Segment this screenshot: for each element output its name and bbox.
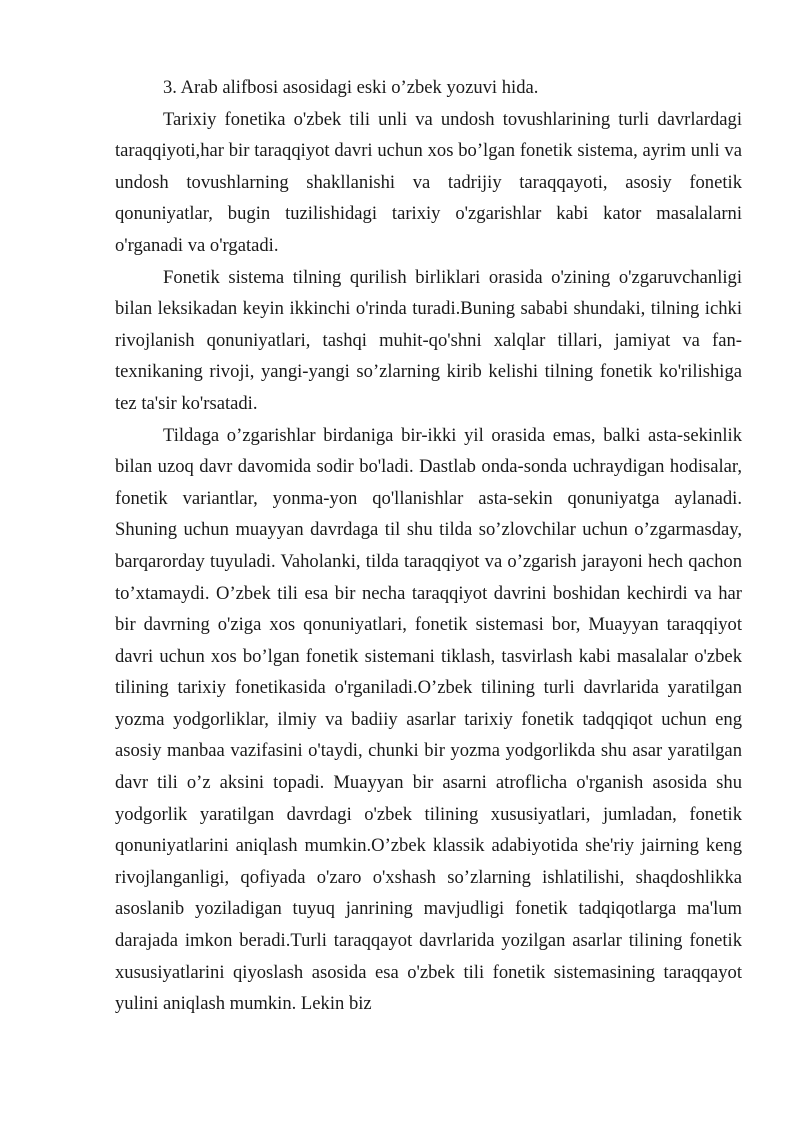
- paragraph-heading: 3. Arab alifbosi asosidagi eski o’zbek yozuvi hida.: [163, 77, 539, 98]
- paragraph: Fonetik sistema tilning qurilish birliklari orasida o'zining o'zgaruvchanligi bilan leksikadan keyin ikkinchi o'rinda turadi.Buning sababi shundaki, tilning ichki rivojlanish qonuniyatlari, tashqi muhit-qo'shni xalqlar tillari, jamiyat va fan-texnikaning rivoji, yangi-yangi so’zlarning kirib kelishi tilning fonetik ko'rilishiga tez ta'sir ko'rsatadi.: [115, 266, 742, 414]
- document-body: [115, 72, 742, 1020]
- paragraph: Tildaga o’zgarishlar birdaniga bir-ikki yil orasida emas, balki asta-sekinlik bilan uzoq davr davomida sodir bo'ladi. Dastlab onda-sonda uchraydigan hodisalar, fonetik variantlar, yonma-yon qo'llanishlar asta-sekin qonuniyatga aylanadi. Shuning uchun muayyan davrdaga til shu tilda so’zlovchilar uchun o’zgarmasday, barqarorday tuyuladi. Vaholanki, tilda taraqqiyot va o’zgarish jarayoni hech qachon to’xtamaydi. O’zbek tili esa bir necha taraqqiyot davrini boshidan kechirdi va har bir davrning o'ziga xos qonuniyatlari, fonetik sistemasi bor, Muayyan taraqqiyot davri uchun xos bo’lgan fonetik sistemani tiklash, tasvirlash kabi masalalar o'zbek tilining tarixiy fonetikasida o'rganiladi.O’zbek tilining turli davrlarida yaratilgan yozma yodgorliklar, ilmiy va badiiy asarlar tarixiy fonetik tadqqiqot uchun eng asosiy manbaa vazifasini o'taydi, chunki bir yozma yodgorlikda shu asar yaratilgan davr tili o’z aksini topadi. Muayyan bir asarni atroflicha o'rganish asosida shu yodgorlik yaratilgan davrdagi o'zbek tilining xususiyatlari, jumladan, fonetik qonuniyatlarini aniqlash mumkin.O’zbek klassik adabiyotida she'riy jairning keng rivojlanganligi, qofiyada o'zaro o'xshash so’zlarning ishlatilishi, shaqdoshlikka asoslanib yoziladigan tuyuq janrining mavjudligi fonetik tadqiqotlarga ma'lum darajada imkon beradi.Turli taraqqayot davrlarida yozilgan asarlar tilining fonetik xususiyatlarini qiyoslash asosida esa o'zbek tili fonetik sistemasining taraqqayot yulini aniqlash mumkin. Lekin biz: [115, 424, 742, 1015]
- paragraph: Tarixiy fonetika o'zbek tili unli va undosh tovushlarining turli davrlardagi taraqqiyoti,har bir taraqqiyot davri uchun xos bo’lgan fonetik sistema, ayrim unli va undosh tovushlarning shakllanishi va tadrijiy taraqqayoti, asosiy fonetik qonuniyatlar, bugin tuzilishidagi tarixiy o'zgarishlar kabi kator masalalarni o'rganadi va o'rgatadi.: [115, 108, 742, 256]
